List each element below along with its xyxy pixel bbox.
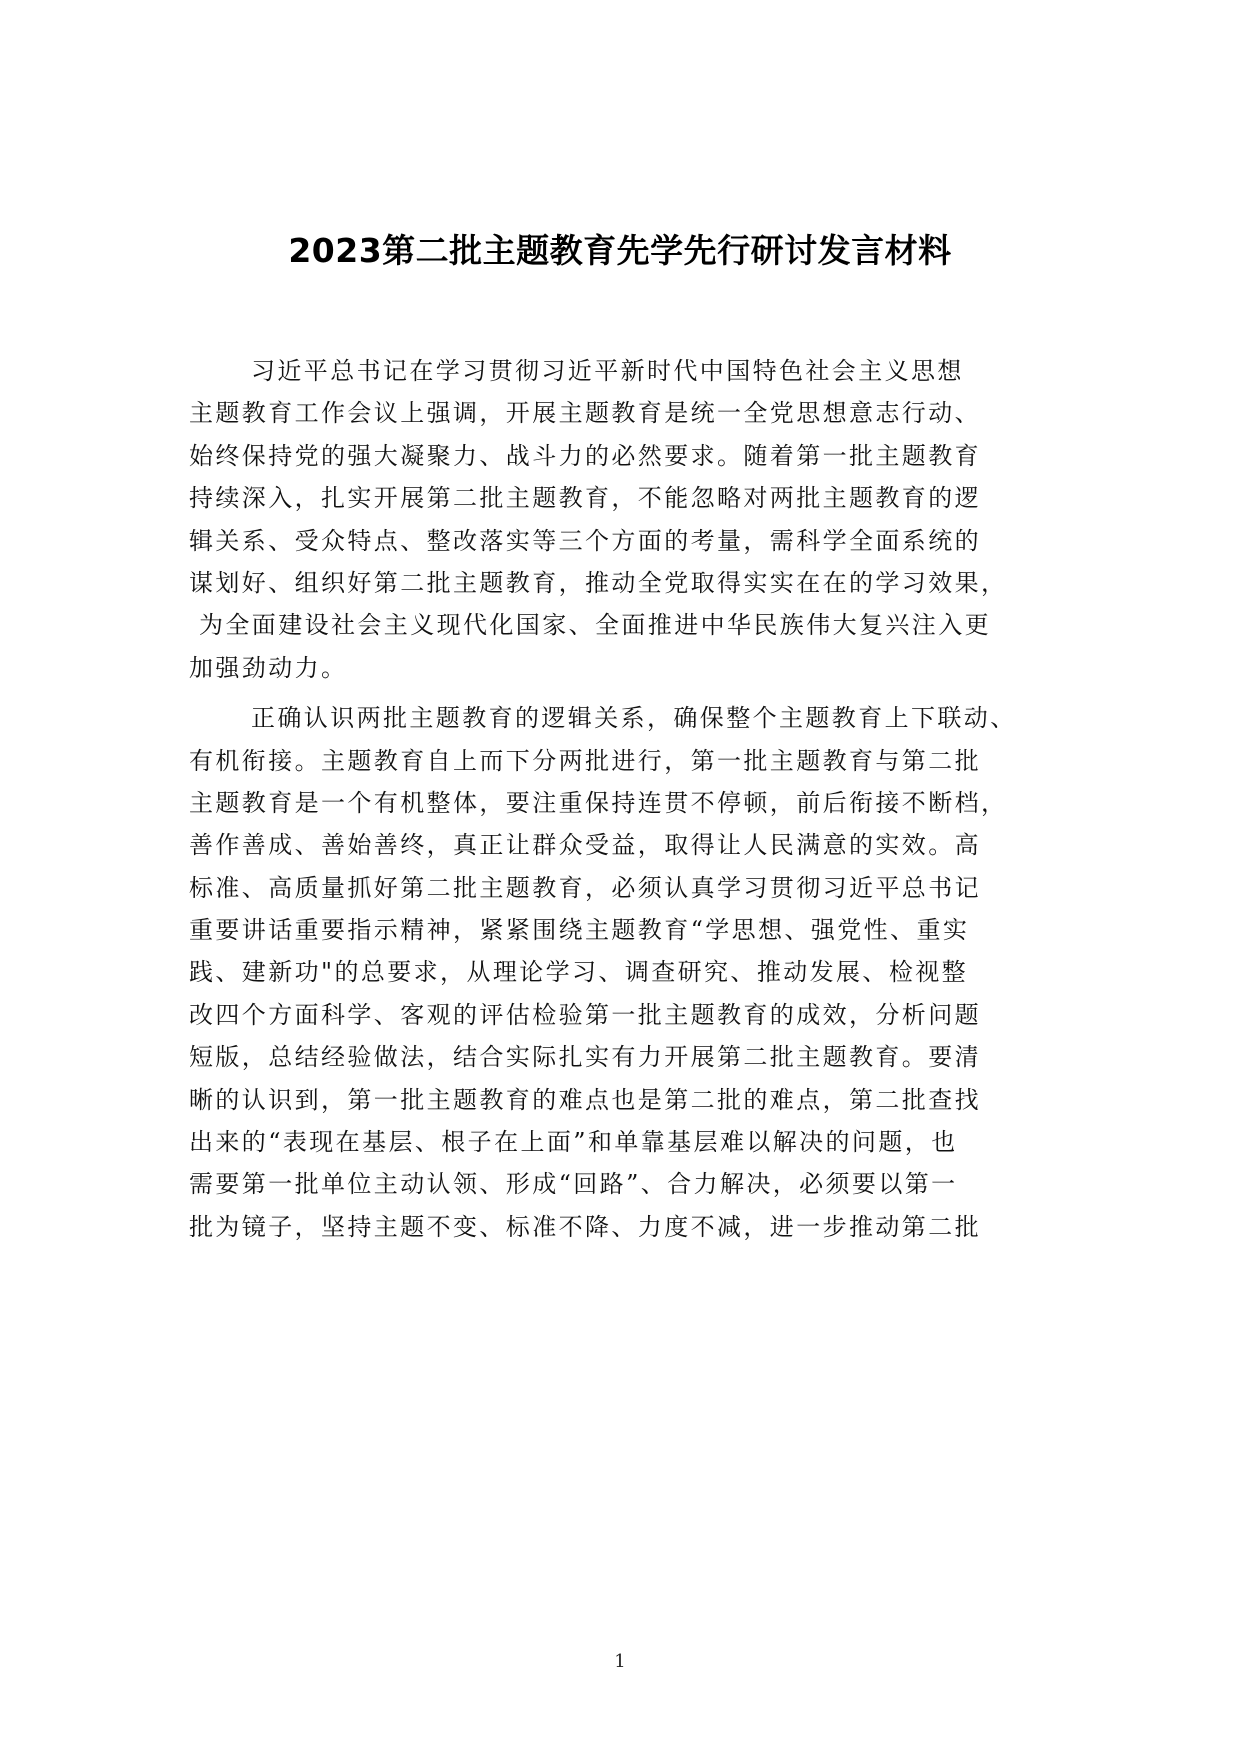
paragraph-line: 主题教育工作会议上强调，开展主题教育是统一全党思想意志行动、 [189,399,981,428]
paragraph-line: 短版，总结经验做法，结合实际扎实有力开展第二批主题教育。要清 [189,1043,981,1072]
paragraph-line: 谋划好、组织好第二批主题教育，推动全党取得实实在在的学习效果， [189,568,1008,597]
paragraph-line: 持续深入，扎实开展第二批主题教育，不能忽略对两批主题教育的逻 [189,484,981,513]
paragraph-line: 辑关系、受众特点、整改落实等三个方面的考量，需科学全面系统的 [189,526,981,555]
paragraph-2 [189,697,1055,1248]
paragraph-line: 始终保持党的强大凝聚力、战斗力的必然要求。随着第一批主题教育 [189,441,981,470]
paragraph-line: 晰的认识到，第一批主题教育的难点也是第二批的难点，第二批查找 [189,1085,981,1114]
paragraph-line: 践、建新功"的总要求，从理论学习、调查研究、推动发展、检视整 [189,958,969,987]
paragraph-line: 加强劲动力。 [189,653,348,682]
paragraph-line: 习近平总书记在学习贯彻习近平新时代中国特色社会主义思想 [251,357,964,385]
page-number: 1 [614,1651,626,1672]
paragraph-line: 有机衔接。主题教育自上而下分两批进行，第一批主题教育与第二批 [189,746,981,775]
paragraph-line: 正确认识两批主题教育的逻辑关系，确保整个主题教育上下联动、 [251,704,1017,733]
paragraph-1 [189,350,1055,689]
paragraph-line: 重要讲话重要指示精神，紧紧围绕主题教育“学思想、强党性、重实 [189,916,970,945]
paragraph-line: 需要第一批单位主动认领、形成“回路”、合力解决，必须要以第一 [189,1170,958,1199]
paragraph-spacing [189,689,1055,697]
paragraph-line: 主题教育是一个有机整体，要注重保持连贯不停顿，前后衔接不断档， [189,788,1008,817]
paragraph-line: 批为镜子，坚持主题不变、标准不降、力度不减，进一步推动第二批 [189,1212,981,1241]
paragraph-line: 善作善成、善始善终，真正让群众受益，取得让人民满意的实效。高 [189,831,981,860]
document-title: 2023第二批主题教育先学先行研讨发言材料 [288,231,952,270]
document-body [189,350,1055,1248]
paragraph-line: 改四个方面科学、客观的评估检验第一批主题教育的成效，分析问题 [189,1000,981,1029]
paragraph-line: 为全面建设社会主义现代化国家、全面推进中华民族伟大复兴注入更 [199,611,991,640]
paragraph-line: 出来的“表现在基层、根子在上面”和单靠基层难以解决的问题，也 [189,1128,958,1157]
paragraph-line: 标准、高质量抓好第二批主题教育，必须认真学习贯彻习近平总书记 [189,873,981,902]
